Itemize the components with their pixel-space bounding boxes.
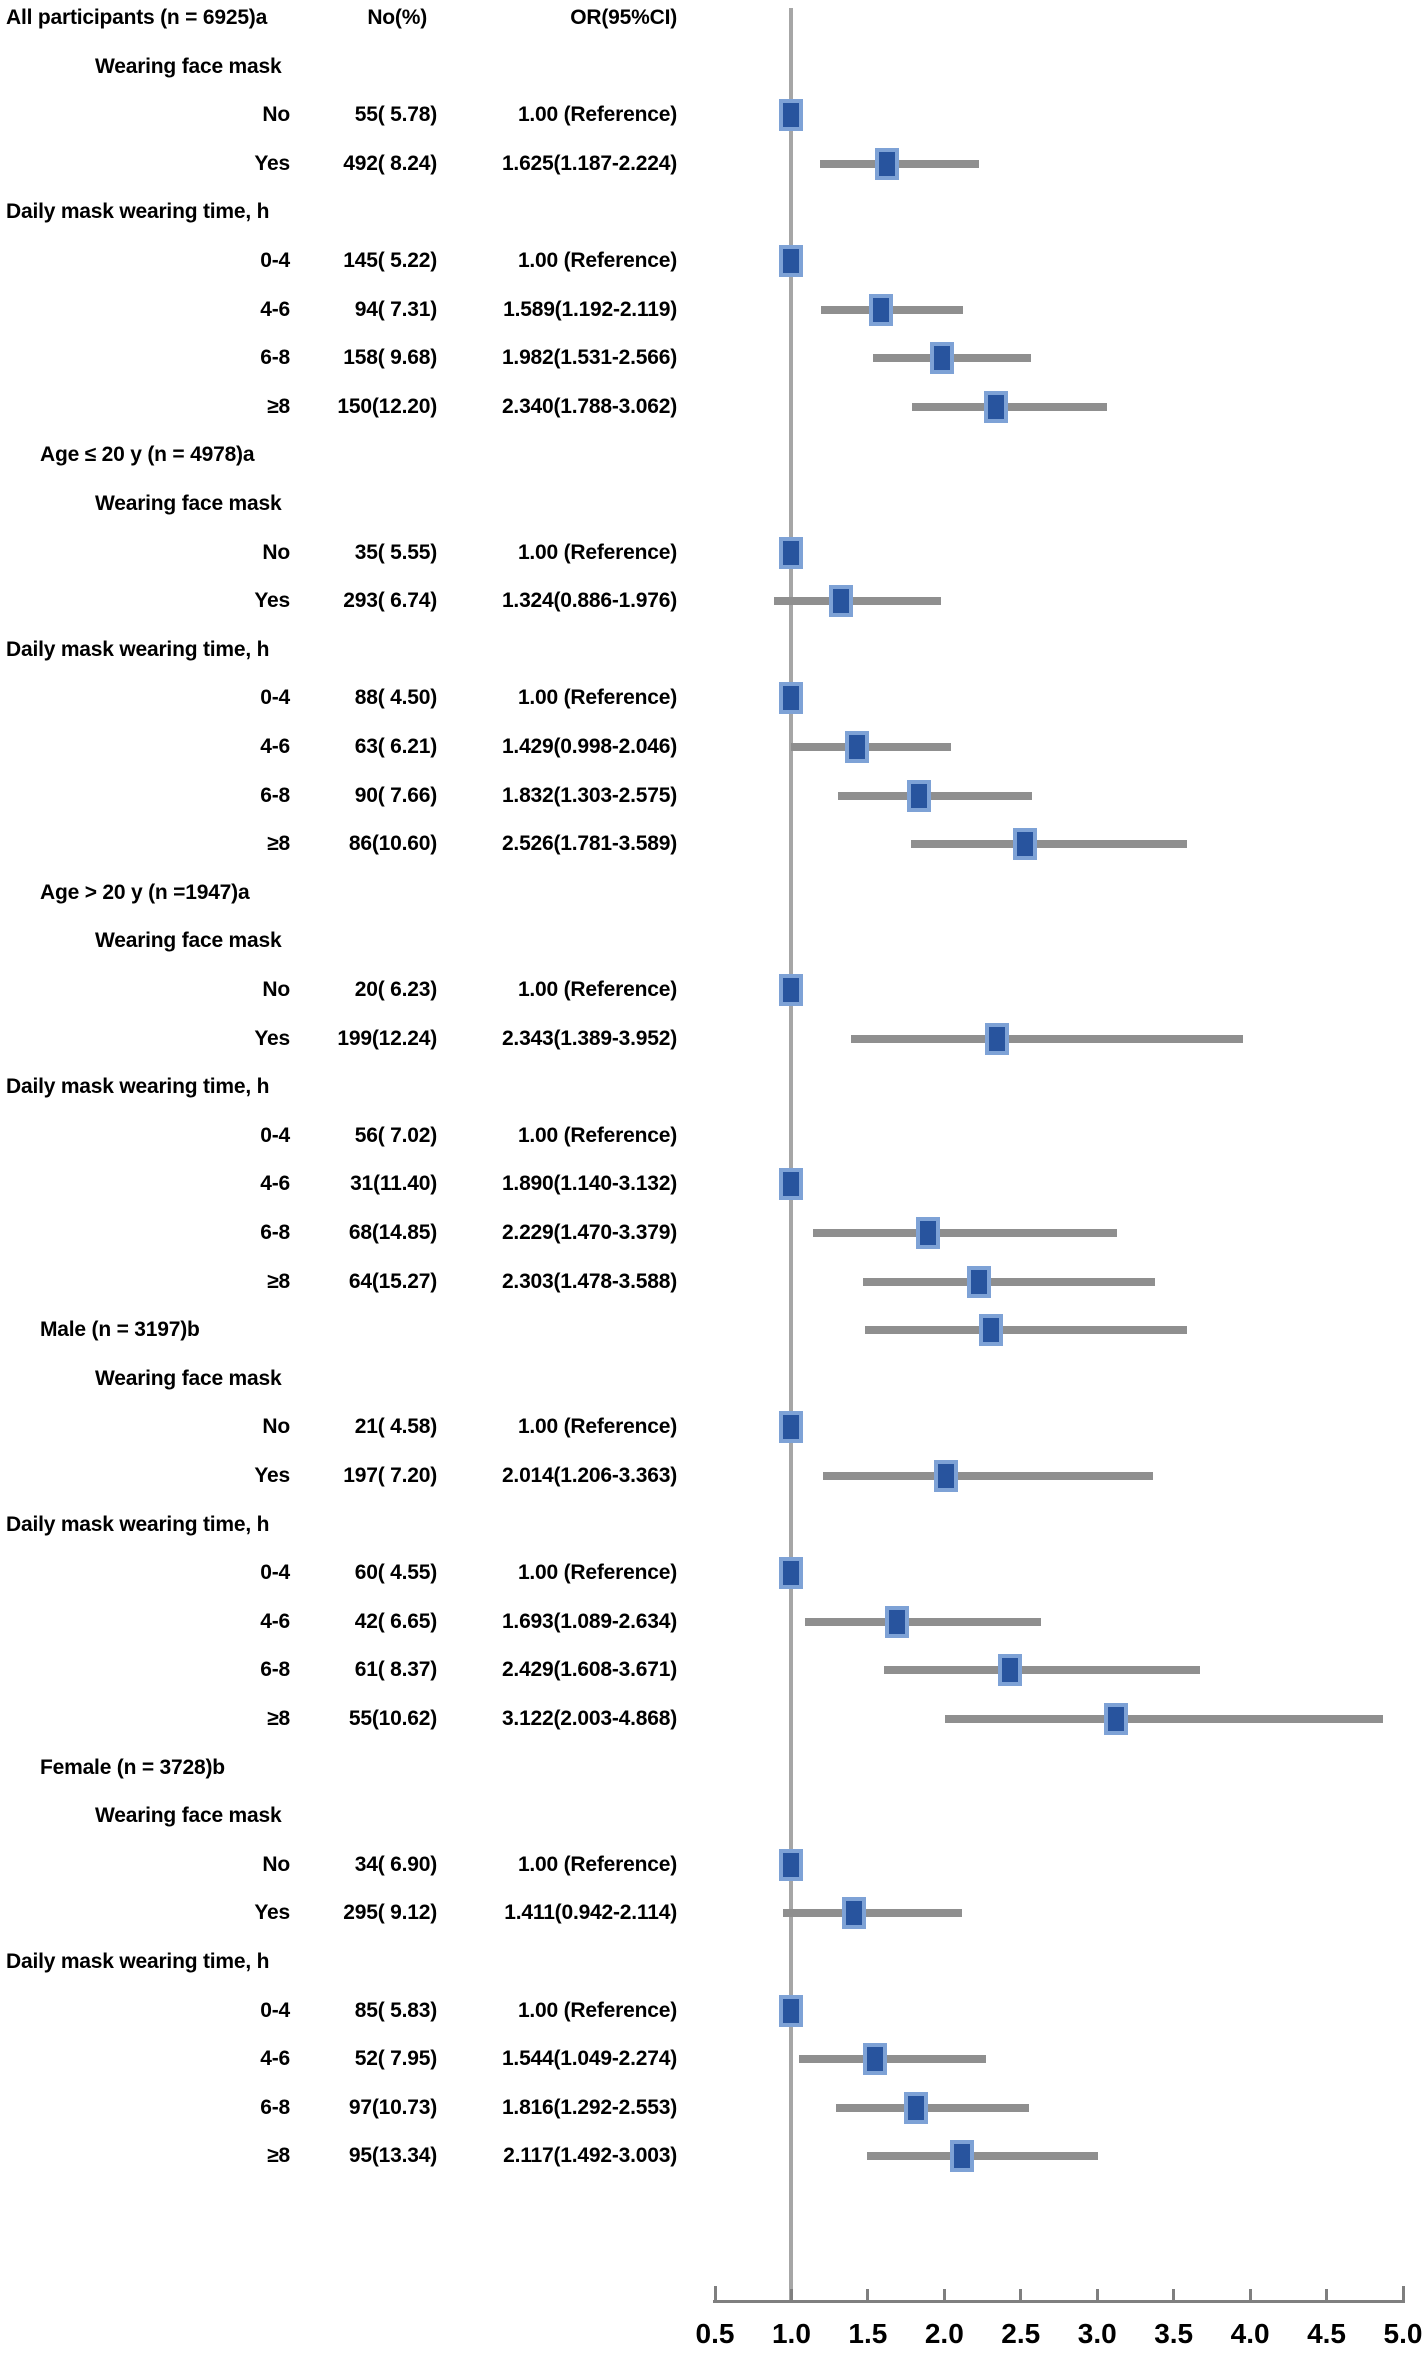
row-n-pct: 293( 6.74) [343,589,437,613]
table-row [0,1938,720,1986]
row-label: 6-8 [260,346,290,370]
subsection-header: Wearing face mask [95,929,282,953]
section-header: Age ≤ 20 y (n = 4978)a [40,443,255,467]
row-label: 6-8 [260,1658,290,1682]
row-n-pct: 42( 6.65) [354,1609,437,1633]
axis-tick [1325,2289,1328,2300]
or-marker [967,1266,991,1298]
or-marker [979,1314,1003,1346]
table-row [0,188,720,236]
row-label: No [262,1415,290,1439]
row-label: 6-8 [260,1221,290,1244]
or-marker [985,1023,1009,1055]
or-marker [779,99,803,131]
section-header: Male (n = 3197)b [40,1318,200,1342]
row-n-pct: 64(15.27) [348,1269,437,1293]
row-label: 0-4 [260,686,290,710]
row-n-pct: 88( 4.50) [354,686,437,710]
ci-bar [884,1666,1199,1674]
row-n-pct: 94( 7.31) [354,297,437,321]
ci-bar [774,597,941,605]
axis-tick [1019,2289,1022,2300]
row-n-pct: 492( 8.24) [343,151,437,175]
or-marker [984,391,1008,423]
row-n-pct: 55( 5.78) [354,103,437,127]
axis-tick [1249,2289,1252,2300]
row-or-ci: 1.589(1.192-2.119) [503,297,677,321]
table-row [0,237,720,285]
axis-tick [1402,2286,1405,2300]
table-row [0,1209,720,1257]
row-label: Yes [254,1026,290,1050]
row-label: ≥8 [267,832,290,856]
row-n-pct: 150(12.20) [337,394,437,418]
row-or-ci: 1.00 (Reference) [517,249,677,272]
row-or-ci: 2.526(1.781-3.589) [501,832,677,856]
row-n-pct: 52( 7.95) [354,2047,437,2071]
or-marker [779,1849,803,1881]
row-label: 0-4 [260,249,290,272]
or-marker [779,682,803,714]
table-row [0,1306,720,1354]
row-or-ci: 1.00 (Reference) [517,103,677,127]
row-or-ci: 1.890(1.140-3.132) [501,1172,677,1196]
axis-tick-label: 1.5 [848,2318,888,2349]
table-row [0,1258,720,1306]
or-marker [779,1411,803,1443]
ci-bar [799,2055,986,2063]
row-label: No [262,978,290,1001]
axis-tick [714,2286,717,2300]
row-label: No [262,1852,290,1876]
row-label: 6-8 [260,2095,290,2119]
subsection-header: Wearing face mask [95,54,282,78]
or-marker [869,294,893,326]
section-header: Female (n = 3728)b [40,1755,225,1779]
row-n-pct: 295( 9.12) [343,1901,437,1925]
column-header-n-pct: No(%) [367,6,427,29]
subsection-header: Wearing face mask [95,1804,282,1828]
row-label: 4-6 [260,297,290,321]
row-n-pct: 20( 6.23) [354,978,437,1001]
axis-tick [1172,2289,1175,2300]
row-n-pct: 31(11.40) [350,1172,437,1196]
row-or-ci: 1.625(1.187-2.224) [501,151,677,175]
table-row [0,1015,720,1063]
axis-tick-label: 3.5 [1154,2318,1194,2349]
row-or-ci: 1.00 (Reference) [517,1852,677,1876]
subsection-header: Daily mask wearing time, h [6,637,270,661]
table-row [0,1889,720,1937]
or-marker [916,1217,940,1249]
table-row [0,869,720,917]
row-label: ≥8 [267,1707,290,1730]
table-row [0,1987,720,2035]
axis-tick-label: 4.5 [1307,2318,1347,2349]
or-marker [779,1557,803,1589]
table-row [0,723,720,771]
ci-bar [867,2152,1098,2160]
subsection-header: Daily mask wearing time, h [6,1075,270,1099]
table-row [0,1695,720,1743]
or-marker [1104,1703,1128,1735]
row-or-ci: 1.816(1.292-2.553) [501,2095,677,2119]
row-or-ci: 1.00 (Reference) [517,1998,677,2022]
axis-tick-label: 4.0 [1230,2318,1270,2349]
table-row [0,820,720,868]
section-header: Age > 20 y (n =1947)a [40,880,250,904]
row-or-ci: 1.982(1.531-2.566) [501,346,677,370]
column-header-group: All participants (n = 6925)a [6,6,268,29]
subsection-header: Wearing face mask [95,1366,282,1390]
row-or-ci: 1.00 (Reference) [517,1123,677,1147]
axis-tick [1096,2289,1099,2300]
row-n-pct: 199(12.24) [337,1026,437,1050]
row-or-ci: 2.117(1.492-3.003) [503,2144,677,2168]
axis-tick [943,2289,946,2300]
or-marker [779,245,803,277]
row-or-ci: 1.00 (Reference) [517,1415,677,1439]
or-marker [885,1606,909,1638]
row-or-ci: 1.411(0.942-2.114) [504,1901,677,1925]
axis-tick [790,2289,793,2300]
or-marker [829,585,853,617]
or-marker [779,1168,803,1200]
row-n-pct: 21( 4.58) [354,1415,437,1439]
row-label: No [262,103,290,127]
table-row [0,1063,720,1111]
or-marker [845,731,869,763]
ci-bar [838,792,1032,800]
table-row [0,577,720,625]
or-marker [842,1897,866,1929]
axis-line [713,2300,1405,2303]
or-marker [875,148,899,180]
table-row [0,2035,720,2083]
row-label: 4-6 [260,1609,290,1633]
table-row [0,1501,720,1549]
or-marker [930,342,954,374]
or-marker [779,537,803,569]
row-or-ci: 2.229(1.470-3.379) [501,1221,677,1244]
row-n-pct: 158( 9.68) [343,346,437,370]
ci-bar [912,403,1107,411]
table-row [0,1403,720,1451]
row-label: 0-4 [260,1123,290,1147]
row-n-pct: 90( 7.66) [354,783,437,807]
table-row [0,1646,720,1694]
or-marker [934,1460,958,1492]
row-label: No [262,540,290,564]
table-row [0,1452,720,1500]
reference-line [789,8,793,2300]
table-row [0,1841,720,1889]
ci-bar [865,1326,1188,1334]
row-or-ci: 2.340(1.788-3.062) [501,394,677,418]
row-label: ≥8 [267,1269,290,1293]
table-row [0,674,720,722]
table-row [0,383,720,431]
row-n-pct: 95(13.34) [348,2144,437,2168]
row-n-pct: 97(10.73) [348,2095,437,2119]
row-label: ≥8 [267,2144,290,2168]
subsection-header: Wearing face mask [95,492,282,515]
table-row [0,1160,720,1208]
row-or-ci: 1.00 (Reference) [517,540,677,564]
row-label: 0-4 [260,1561,290,1585]
table-row [0,1744,720,1792]
row-label: 4-6 [260,735,290,758]
table-row [0,43,720,91]
ci-bar [813,1229,1118,1237]
ci-bar [805,1618,1041,1626]
row-n-pct: 35( 5.55) [354,540,437,564]
table-row [0,431,720,479]
column-header-or-ci: OR(95%CI) [570,6,677,29]
row-or-ci: 1.00 (Reference) [517,1561,677,1585]
row-n-pct: 85( 5.83) [354,1998,437,2022]
row-or-ci: 1.324(0.886-1.976) [501,589,677,613]
row-or-ci: 3.122(2.003-4.868) [501,1707,677,1730]
row-label: 6-8 [260,783,290,807]
or-marker [779,1995,803,2027]
table-row [0,1549,720,1597]
table-row [0,626,720,674]
table-row [0,1598,720,1646]
ci-bar [851,1035,1243,1043]
table-row [0,529,720,577]
or-marker [779,974,803,1006]
axis-tick-label: 3.0 [1077,2318,1117,2349]
row-n-pct: 34( 6.90) [354,1852,437,1876]
subsection-header: Daily mask wearing time, h [6,200,270,224]
ci-bar [911,840,1187,848]
row-or-ci: 1.544(1.049-2.274) [501,2047,677,2071]
or-marker [907,780,931,812]
row-or-ci: 1.429(0.998-2.046) [501,735,677,758]
row-label: Yes [254,1901,290,1925]
table-row [0,1355,720,1403]
or-marker [863,2043,887,2075]
table-row [0,334,720,382]
table-row [0,917,720,965]
row-or-ci: 1.693(1.089-2.634) [501,1609,677,1633]
row-n-pct: 197( 7.20) [343,1464,437,1487]
row-label: Yes [254,1464,290,1487]
row-or-ci: 2.014(1.206-3.363) [501,1464,677,1487]
or-marker [998,1654,1022,1686]
or-marker [1013,828,1037,860]
ci-bar [945,1715,1383,1723]
ci-bar [820,160,979,168]
row-n-pct: 68(14.85) [348,1221,437,1244]
row-n-pct: 55(10.62) [348,1707,437,1730]
row-n-pct: 61( 8.37) [354,1658,437,1682]
row-or-ci: 1.00 (Reference) [517,978,677,1001]
table-row [0,966,720,1014]
axis-tick-label: 2.0 [924,2318,964,2349]
axis-tick-label: 5.0 [1383,2318,1423,2349]
ci-bar [791,743,951,751]
row-n-pct: 63( 6.21) [354,735,437,758]
table-row [0,0,720,42]
subsection-header: Daily mask wearing time, h [6,1950,270,1973]
row-label: ≥8 [267,394,290,418]
table-row [0,2132,720,2180]
axis-tick-label: 1.0 [771,2318,811,2349]
table-row [0,286,720,334]
axis-tick-label: 0.5 [695,2318,735,2349]
row-label: Yes [254,589,290,613]
row-label: 4-6 [260,2047,290,2071]
table-row [0,1112,720,1160]
ci-bar [836,2104,1029,2112]
ci-bar [823,1472,1153,1480]
row-label: 0-4 [260,1998,290,2022]
table-row [0,140,720,188]
row-or-ci: 2.429(1.608-3.671) [501,1658,677,1682]
ci-bar [783,1909,962,1917]
row-or-ci: 2.303(1.478-3.588) [501,1269,677,1293]
row-label: 4-6 [260,1172,290,1196]
row-or-ci: 2.343(1.389-3.952) [501,1026,677,1050]
row-n-pct: 56( 7.02) [354,1123,437,1147]
or-marker [904,2092,928,2124]
subsection-header: Daily mask wearing time, h [6,1512,270,1536]
row-or-ci: 1.00 (Reference) [517,686,677,710]
table-row [0,772,720,820]
row-label: Yes [254,151,290,175]
row-n-pct: 60( 4.55) [354,1561,437,1585]
row-n-pct: 145( 5.22) [343,249,437,272]
ci-bar [863,1278,1155,1286]
table-row [0,91,720,139]
row-or-ci: 1.832(1.303-2.575) [501,783,677,807]
table-row [0,1792,720,1840]
table-row [0,2084,720,2132]
axis-tick [866,2289,869,2300]
row-n-pct: 86(10.60) [348,832,437,856]
table-row [0,480,720,528]
or-marker [950,2140,974,2172]
axis-tick-label: 2.5 [1001,2318,1041,2349]
